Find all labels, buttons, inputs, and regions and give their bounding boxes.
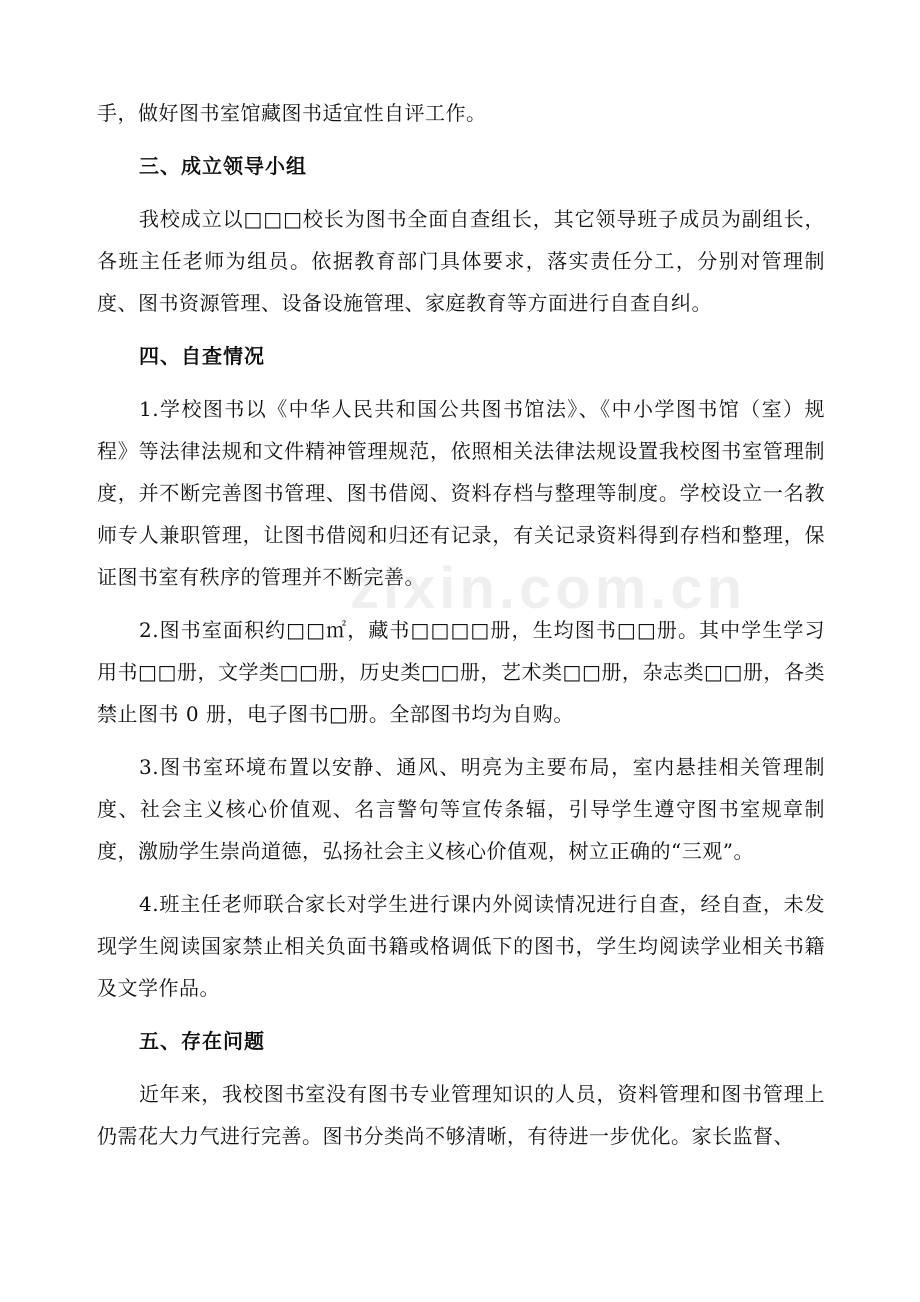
paragraph-item-1-regulations: 1.学校图书以《中华人民共和国公共图书馆法》、《中小学图书馆（室）规程》等法律法规和文件精神管理规范，依照相关法律法规设置我校图书室管理制度，并不断完善图书管理、图书借阅、资料存档与整理等制度。学校设立一名教师专人兼职管理，让图书借阅和归还有记录，有关记录资料得到存档和整理，保证图书室有秩序的管理并不断完善。: [97, 397, 825, 589]
paragraph-item-2-collection: 2.图书室面积约□□㎡，藏书□□□□册，生均图书□□册。其中学生学习用书□□册，文学类□□册，历史类□□册，艺术类□□册，杂志类□□册，各类禁止图书 0 册，电子图书□册。全部图书均为自购。: [97, 618, 825, 726]
heading-existing-problems: 五、存在问题: [139, 1029, 265, 1053]
paragraph-existing-problems: 近年来，我校图书室没有图书专业管理知识的人员，资料管理和图书管理上仍需花大力气进行完善。图书分类尚不够清晰，有待进一步优化。家长监督、: [97, 1082, 825, 1148]
watermark: zixin.com.cn: [350, 556, 747, 621]
paragraph-leadership-group: 我校成立以□□□校长为图书全面自查组长，其它领导班子成员为副组长，各班主任老师为组员。依据教育部门具体要求，落实责任分工，分别对管理制度、图书资源管理、设备设施管理、家庭教育等方面进行自查自纠。: [97, 207, 825, 315]
paragraph-item-3-environment: 3.图书室环境布置以安静、通风、明亮为主要布局，室内悬挂相关管理制度、社会主义核心价值观、名言警句等宣传条辐，引导学生遵守图书室规章制度，激励学生崇尚道德，弘扬社会主义核心价值观，树立正确的“三观”。: [97, 755, 825, 863]
heading-leadership-group: 三、成立领导小组: [139, 154, 307, 178]
document-body: [97, 92, 825, 1168]
heading-self-inspection: 四、自查情况: [139, 344, 265, 368]
paragraph-item-4-reading-check: 4.班主任老师联合家长对学生进行课内外阅读情况进行自查，经自查，未发现学生阅读国家禁止相关负面书籍或格调低下的图书，学生均阅读学业相关书籍及文学作品。: [97, 892, 825, 1000]
paragraph-continuation: 手，做好图书室馆藏图书适宜性自评工作。: [97, 101, 487, 125]
